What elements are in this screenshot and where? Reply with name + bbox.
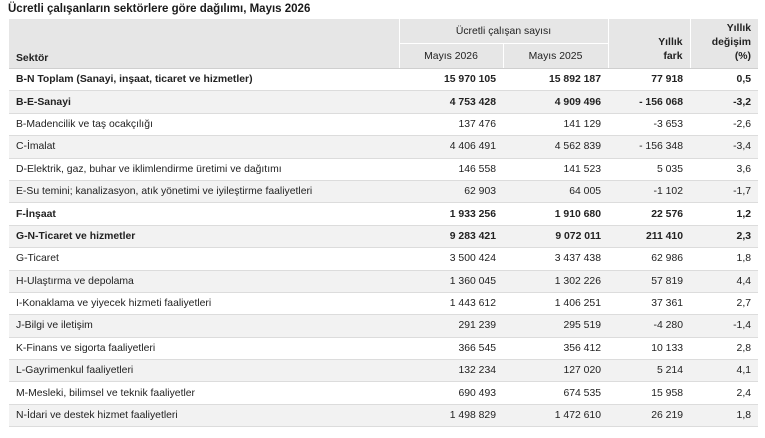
cell-sector: B-E-Sanayi	[9, 91, 399, 113]
table-header	[9, 19, 758, 69]
cell-mayis-2026: 62 903	[399, 180, 503, 202]
cell-mayis-2026: 3 500 424	[399, 248, 503, 270]
table-row	[9, 360, 758, 382]
cell-yillik-degisim: 2,7	[690, 292, 758, 314]
cell-mayis-2025: 356 412	[503, 337, 608, 359]
cell-mayis-2026: 146 558	[399, 158, 503, 180]
table-row	[9, 113, 758, 135]
cell-yillik-fark: 5 035	[608, 158, 690, 180]
cell-yillik-degisim: 1,8	[690, 404, 758, 426]
cell-sector: K-Finans ve sigorta faaliyetleri	[9, 337, 399, 359]
cell-yillik-fark: 77 918	[608, 69, 690, 91]
table-row	[9, 225, 758, 247]
table-row	[9, 315, 758, 337]
cell-yillik-fark: 5 214	[608, 360, 690, 382]
cell-mayis-2025: 295 519	[503, 315, 608, 337]
cell-sector: I-Konaklama ve yiyecek hizmeti faaliyetleri	[9, 292, 399, 314]
cell-mayis-2026: 291 239	[399, 315, 503, 337]
cell-mayis-2025: 1 472 610	[503, 404, 608, 426]
cell-mayis-2025: 4 562 839	[503, 136, 608, 158]
cell-sector: E-Su temini; kanalizasyon, atık yönetimi ve iyileştirme faaliyetleri	[9, 180, 399, 202]
cell-sector: N-İdari ve destek hizmet faaliyetleri	[9, 404, 399, 426]
cell-yillik-fark: 62 986	[608, 248, 690, 270]
cell-yillik-fark: 26 219	[608, 404, 690, 426]
cell-mayis-2025: 1 302 226	[503, 270, 608, 292]
cell-mayis-2026: 4 406 491	[399, 136, 503, 158]
cell-sector: M-Mesleki, bilimsel ve teknik faaliyetler	[9, 382, 399, 404]
table-row	[9, 292, 758, 314]
cell-sector: J-Bilgi ve iletişim	[9, 315, 399, 337]
cell-sector: G-N-Ticaret ve hizmetler	[9, 225, 399, 247]
cell-yillik-fark: -4 280	[608, 315, 690, 337]
cell-yillik-degisim: 1,2	[690, 203, 758, 225]
cell-yillik-fark: 15 958	[608, 382, 690, 404]
cell-yillik-fark: - 156 068	[608, 91, 690, 113]
table-row	[9, 180, 758, 202]
header-line: Yıllık	[658, 37, 683, 48]
cell-sector: H-Ulaştırma ve depolama	[9, 270, 399, 292]
cell-mayis-2025: 127 020	[503, 360, 608, 382]
cell-sector: L-Gayrimenkul faaliyetleri	[9, 360, 399, 382]
table-row	[9, 337, 758, 359]
header-line: Yıllık	[726, 23, 751, 34]
cell-yillik-degisim: 2,4	[690, 382, 758, 404]
cell-sector: F-İnşaat	[9, 203, 399, 225]
cell-mayis-2026: 366 545	[399, 337, 503, 359]
header-line: fark	[663, 51, 683, 62]
header-line: değişim	[711, 37, 751, 48]
column-group-header: Ücretli çalışan sayısı	[399, 19, 608, 44]
page-title: Ücretli çalışanların sektörlere göre dağılımı, Mayıs 2026	[8, 3, 311, 15]
column-header-mayis-2026: Mayıs 2026	[399, 44, 503, 69]
column-header-mayis-2025: Mayıs 2025	[503, 44, 608, 69]
cell-mayis-2026: 1 933 256	[399, 203, 503, 225]
cell-mayis-2026: 132 234	[399, 360, 503, 382]
table-row	[9, 136, 758, 158]
cell-mayis-2026: 1 443 612	[399, 292, 503, 314]
cell-yillik-degisim: 1,8	[690, 248, 758, 270]
column-header-yillik-degisim	[690, 19, 758, 69]
table-row	[9, 91, 758, 113]
cell-mayis-2025: 15 892 187	[503, 69, 608, 91]
cell-yillik-fark: -3 653	[608, 113, 690, 135]
cell-yillik-degisim: 4,4	[690, 270, 758, 292]
cell-yillik-fark: -1 102	[608, 180, 690, 202]
cell-sector: D-Elektrik, gaz, buhar ve iklimlendirme üretimi ve dağıtımı	[9, 158, 399, 180]
cell-yillik-degisim: 2,3	[690, 225, 758, 247]
cell-sector: G-Ticaret	[9, 248, 399, 270]
cell-yillik-fark: 10 133	[608, 337, 690, 359]
cell-mayis-2026: 690 493	[399, 382, 503, 404]
cell-mayis-2025: 64 005	[503, 180, 608, 202]
cell-mayis-2026: 9 283 421	[399, 225, 503, 247]
cell-yillik-degisim: 0,5	[690, 69, 758, 91]
table-row	[9, 248, 758, 270]
cell-yillik-fark: 37 361	[608, 292, 690, 314]
cell-sector: B-Madencilik ve taş ocakçılığı	[9, 113, 399, 135]
header-line: (%)	[734, 51, 751, 62]
cell-yillik-fark: 22 576	[608, 203, 690, 225]
cell-mayis-2026: 4 753 428	[399, 91, 503, 113]
cell-mayis-2026: 1 360 045	[399, 270, 503, 292]
cell-mayis-2025: 4 909 496	[503, 91, 608, 113]
cell-mayis-2025: 1 406 251	[503, 292, 608, 314]
cell-mayis-2026: 1 498 829	[399, 404, 503, 426]
cell-mayis-2026: 15 970 105	[399, 69, 503, 91]
cell-mayis-2025: 141 523	[503, 158, 608, 180]
cell-yillik-degisim: 3,6	[690, 158, 758, 180]
cell-yillik-degisim: -3,4	[690, 136, 758, 158]
cell-mayis-2025: 674 535	[503, 382, 608, 404]
table-row	[9, 382, 758, 404]
cell-yillik-fark: 211 410	[608, 225, 690, 247]
cell-mayis-2025: 141 129	[503, 113, 608, 135]
cell-yillik-degisim: -2,6	[690, 113, 758, 135]
table-row	[9, 203, 758, 225]
cell-mayis-2025: 9 072 011	[503, 225, 608, 247]
table-row	[9, 69, 758, 91]
cell-yillik-degisim: 4,1	[690, 360, 758, 382]
cell-yillik-degisim: 2,8	[690, 337, 758, 359]
table-row	[9, 270, 758, 292]
cell-mayis-2025: 3 437 438	[503, 248, 608, 270]
cell-yillik-fark: - 156 348	[608, 136, 690, 158]
cell-yillik-degisim: -3,2	[690, 91, 758, 113]
table-row	[9, 404, 758, 426]
table-row	[9, 158, 758, 180]
column-header-yillik-fark	[608, 19, 690, 69]
cell-mayis-2025: 1 910 680	[503, 203, 608, 225]
column-header-sektor: Sektör	[9, 19, 399, 69]
cell-mayis-2026: 137 476	[399, 113, 503, 135]
cell-yillik-degisim: -1,7	[690, 180, 758, 202]
cell-yillik-fark: 57 819	[608, 270, 690, 292]
cell-yillik-degisim: -1,4	[690, 315, 758, 337]
employment-table	[9, 19, 758, 427]
cell-sector: B-N Toplam (Sanayi, inşaat, ticaret ve hizmetler)	[9, 69, 399, 91]
cell-sector: C-İmalat	[9, 136, 399, 158]
table-body	[9, 69, 758, 427]
